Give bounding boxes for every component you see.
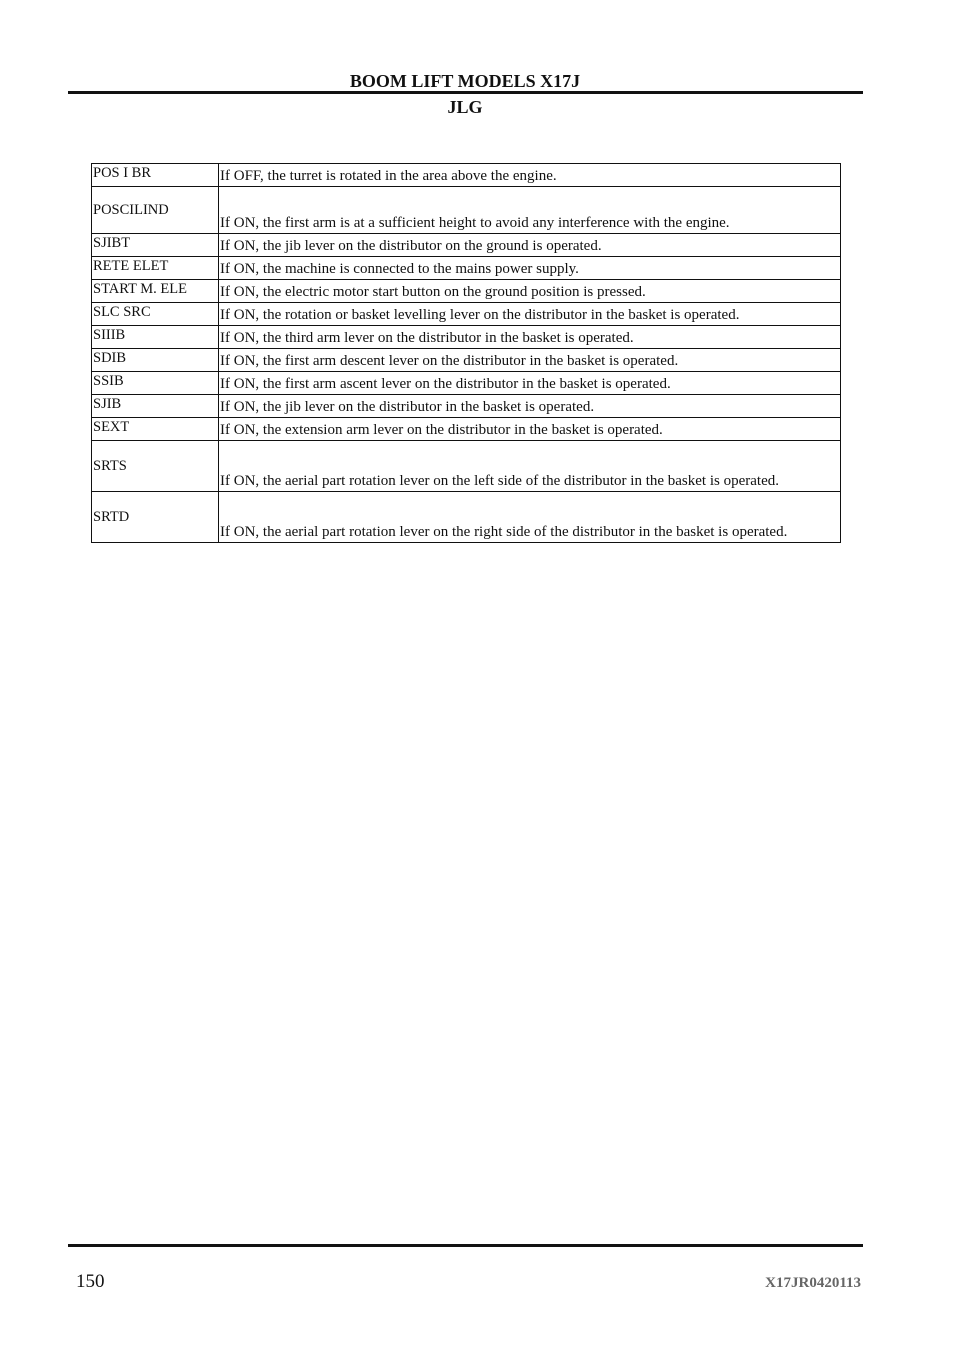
signal-code: SEXT xyxy=(92,418,219,441)
signal-code: SIIIB xyxy=(92,326,219,349)
table-row xyxy=(92,418,841,441)
signal-description: If ON, the rotation or basket levelling lever on the distributor in the basket is operated. xyxy=(219,303,841,326)
table-row xyxy=(92,234,841,257)
signal-description: If ON, the electric motor start button on the ground position is pressed. xyxy=(219,280,841,303)
signal-code: SJIB xyxy=(92,395,219,418)
signal-description: If ON, the third arm lever on the distributor in the basket is operated. xyxy=(219,326,841,349)
table-row xyxy=(92,280,841,303)
signal-description: If ON, the first arm descent lever on the distributor in the basket is operated. xyxy=(219,349,841,372)
table-row xyxy=(92,349,841,372)
signal-code: POSCILIND xyxy=(92,187,219,234)
signal-table xyxy=(91,163,841,543)
footer-divider xyxy=(68,1244,863,1247)
signal-description: If ON, the first arm ascent lever on the distributor in the basket is operated. xyxy=(219,372,841,395)
signal-description: If ON, the jib lever on the distributor in the basket is operated. xyxy=(219,395,841,418)
signal-description: If ON, the aerial part rotation lever on the left side of the distributor in the basket is operated. xyxy=(219,441,841,492)
signal-description: If OFF, the turret is rotated in the area above the engine. xyxy=(219,164,841,187)
signal-code: POS I BR xyxy=(92,164,219,187)
signal-code: SRTD xyxy=(92,492,219,543)
signal-code: SSIB xyxy=(92,372,219,395)
signal-description: If ON, the first arm is at a sufficient height to avoid any interference with the engine. xyxy=(219,187,841,234)
table-row xyxy=(92,164,841,187)
table-row xyxy=(92,257,841,280)
signal-code: START M. ELE xyxy=(92,280,219,303)
signal-description: If ON, the machine is connected to the mains power supply. xyxy=(219,257,841,280)
table-row xyxy=(92,492,841,543)
table-row xyxy=(92,187,841,234)
signal-code: SDIB xyxy=(92,349,219,372)
document-code: X17JR0420113 xyxy=(765,1275,861,1291)
table-row xyxy=(92,303,841,326)
table-row xyxy=(92,372,841,395)
signal-code: SJIBT xyxy=(92,234,219,257)
document-title: BOOM LIFT MODELS X17J xyxy=(349,71,581,91)
header-divider xyxy=(68,91,863,94)
table-row xyxy=(92,441,841,492)
brand-name: JLG xyxy=(447,97,483,117)
signal-code: RETE ELET xyxy=(92,257,219,280)
signal-description: If ON, the aerial part rotation lever on the right side of the distributor in the basket is operated. xyxy=(219,492,841,543)
signal-description: If ON, the jib lever on the distributor on the ground is operated. xyxy=(219,234,841,257)
signal-description: If ON, the extension arm lever on the distributor in the basket is operated. xyxy=(219,418,841,441)
page-number: 150 xyxy=(76,1271,105,1292)
table-row xyxy=(92,326,841,349)
signal-code: SLC SRC xyxy=(92,303,219,326)
table-row xyxy=(92,395,841,418)
signal-code: SRTS xyxy=(92,441,219,492)
